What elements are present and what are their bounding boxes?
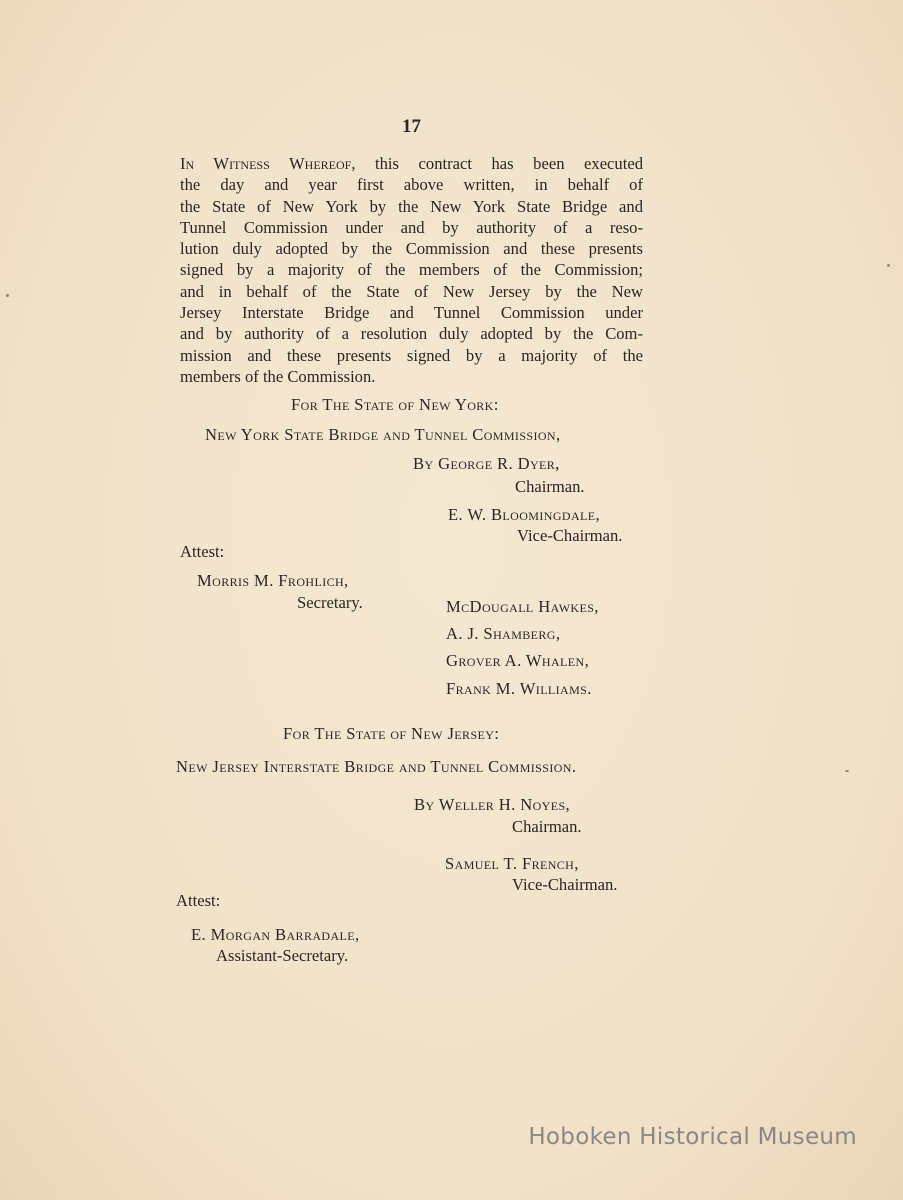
paragraph-line: and by authority of a resolution duly adopted by the Com-: [180, 324, 643, 344]
paper-speck: [887, 264, 890, 267]
page-number: 17: [402, 116, 421, 137]
nj-state-heading: For The State of New Jersey:: [283, 724, 500, 743]
nj-chairman-title: Chairman.: [512, 817, 582, 836]
ny-member: Frank M. Williams.: [446, 679, 592, 698]
paragraph-lead: In Witness Whereof,: [180, 154, 356, 173]
paragraph-line: and in behalf of the State of New Jersey by the New: [180, 281, 643, 301]
paragraph-line: the State of New York by the New York State Bridge and: [180, 196, 643, 216]
ny-secretary-title: Secretary.: [297, 593, 363, 612]
paragraph-line: the day and year first above written, in behalf of: [180, 175, 643, 195]
ny-chairman-title: Chairman.: [515, 477, 585, 496]
paragraph-line: Tunnel Commission under and by authority of a reso-: [180, 217, 643, 237]
ny-state-heading: For The State of New York:: [291, 395, 499, 414]
ny-member: Grover A. Whalen,: [446, 651, 590, 670]
ny-member: A. J. Shamberg,: [446, 624, 561, 643]
ny-vice-chairman-title: Vice-Chairman.: [517, 526, 623, 545]
nj-attest-label: Attest:: [176, 891, 221, 910]
ny-vice-chairman-name: E. W. Bloomingdale,: [448, 505, 601, 524]
museum-watermark: Hoboken Historical Museum: [528, 1124, 857, 1150]
paragraph-line: members of the Commission.: [180, 366, 376, 386]
ny-member: McDougall Hawkes,: [446, 597, 599, 616]
nj-chairman-name: By Weller H. Noyes,: [414, 795, 571, 814]
paragraph-line: mission and these presents signed by a majority of the: [180, 345, 643, 365]
paragraph-line: Jersey Interstate Bridge and Tunnel Commission under: [180, 303, 643, 323]
ny-commission-name: New York State Bridge and Tunnel Commission,: [205, 425, 561, 444]
nj-commission-name: New Jersey Interstate Bridge and Tunnel Commission.: [176, 757, 577, 776]
ny-secretary-name: Morris M. Frohlich,: [197, 571, 349, 590]
nj-vice-chairman-title: Vice-Chairman.: [512, 875, 618, 894]
nj-secretary-title: Assistant-Secretary.: [216, 946, 349, 965]
paper-speck: [6, 294, 9, 297]
paper-speck: [845, 770, 849, 772]
paragraph-line: signed by a majority of the members of the Commission;: [180, 260, 643, 280]
witness-paragraph: [180, 153, 643, 387]
nj-vice-chairman-name: Samuel T. French,: [445, 854, 579, 873]
ny-attest-label: Attest:: [180, 542, 225, 561]
nj-secretary-name: E. Morgan Barradale,: [191, 925, 360, 944]
paragraph-line: In Witness Whereof, this contract has been executed: [180, 154, 643, 173]
paragraph-line: lution duly adopted by the Commission and these presents: [180, 239, 643, 259]
ny-chairman-name: By George R. Dyer,: [413, 454, 560, 473]
